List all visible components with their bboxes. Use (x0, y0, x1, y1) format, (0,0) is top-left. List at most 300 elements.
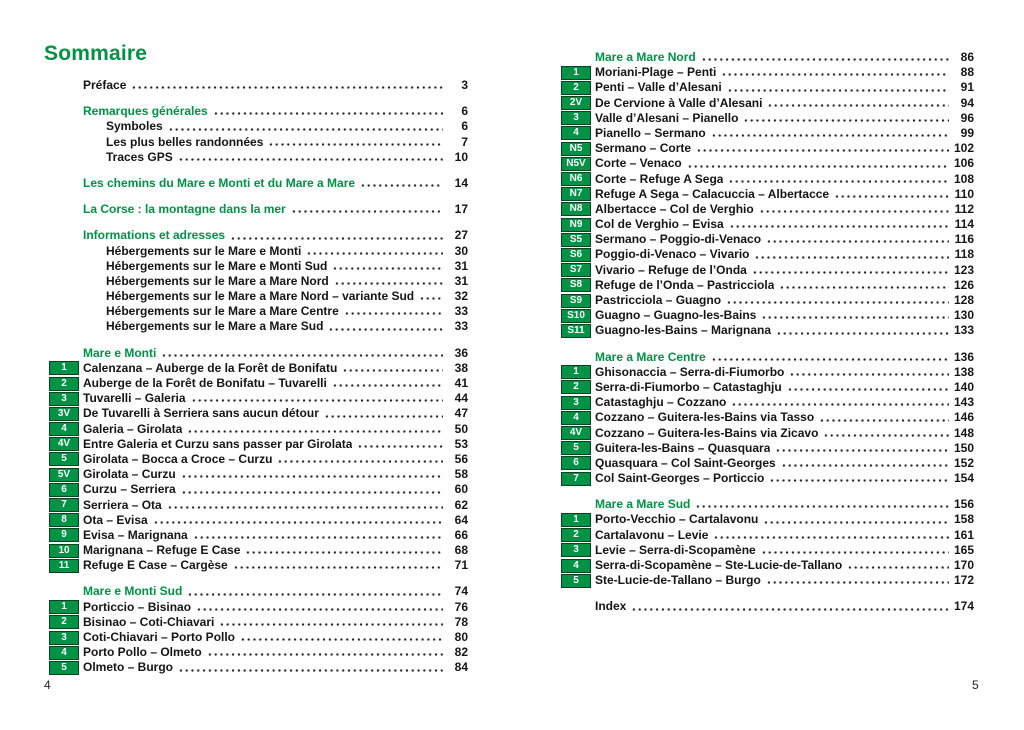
stage-number-badge: 2 (561, 81, 591, 95)
toc-entry-label: Porto-Vecchio – Cartalavonu (595, 512, 759, 527)
toc-entry (556, 65, 974, 80)
toc-entry (44, 135, 468, 150)
toc-entry-page: 158 (953, 512, 974, 527)
toc-entry-label: Corte – Venaco (595, 156, 682, 171)
toc-entry (44, 319, 468, 334)
toc-entry-label: Mare a Mare Sud (595, 497, 691, 512)
stage-number-badge: 1 (561, 513, 591, 527)
toc-entry (44, 600, 468, 615)
toc-entry (556, 441, 974, 456)
toc-entry-label: Sermano – Corte (595, 141, 692, 156)
stage-number-badge: 2 (561, 528, 591, 542)
toc-entry (44, 289, 468, 304)
stage-number-badge: S8 (561, 278, 591, 292)
toc-entry-page: 80 (454, 630, 468, 644)
toc-entry (44, 422, 468, 437)
dot-leader-icon (819, 418, 949, 423)
dot-leader-icon (306, 251, 443, 256)
dot-leader-icon (775, 448, 949, 453)
toc-entry (44, 467, 468, 482)
toc-entry-label: Ghisonaccia – Serra-di-Fiumorbo (595, 364, 785, 379)
toc-entry (556, 96, 974, 111)
stage-number-badge: 3V (49, 407, 79, 421)
toc-entry-label: Tuvarelli – Galeria (83, 391, 186, 406)
stage-number-badge: 6 (561, 456, 591, 470)
dot-leader-icon (743, 118, 949, 123)
stage-number-badge: 7 (49, 498, 79, 512)
toc-entry-label: Vivario – Refuge de l’Onda (595, 262, 747, 277)
toc-entry-label: Serra-di-Scopamène – Ste-Lucie-de-Tallano (595, 558, 843, 572)
toc-entry-label: Hébergements sur le Mare a Mare Centre (106, 304, 339, 319)
toc-entry-page: 6 (461, 119, 468, 134)
toc-entry-label: Galeria – Girolata (83, 421, 183, 436)
toc-entry-label: Guagno-les-Bains – Marignana (595, 323, 772, 338)
toc-entry-page: 114 (954, 217, 974, 232)
toc-section (44, 104, 468, 165)
toc-section (44, 228, 468, 334)
toc-entry-page: 41 (454, 376, 468, 390)
stage-number-badge: N6 (561, 172, 591, 186)
toc-entry-label: Porticcio – Bisinao (83, 599, 192, 614)
toc-entry-label: La Corse : la montagne dans la mer (83, 202, 286, 217)
dot-leader-icon (178, 157, 443, 162)
stage-number-badge: S7 (561, 263, 591, 277)
dot-leader-icon (168, 127, 443, 132)
toc-entry-label: Albertacce – Col de Verghio (595, 201, 754, 216)
toc-entry-page: 71 (454, 558, 468, 573)
stage-number-badge: 9 (49, 528, 79, 542)
toc-entry-label: Serriera – Ota (83, 497, 162, 512)
toc-entry-label: Mare e Monti Sud (83, 584, 183, 599)
dot-leader-icon (291, 209, 443, 214)
stage-number-badge: 3 (561, 111, 591, 125)
stage-number-badge: 3 (561, 396, 591, 410)
toc-entry (556, 172, 974, 187)
dot-leader-icon (181, 474, 443, 479)
toc-entry (44, 558, 468, 573)
toc-entry-page: 102 (953, 141, 974, 156)
stage-number-badge: 1 (49, 361, 79, 375)
toc-entry-page: 17 (454, 202, 468, 217)
toc-entry-label: Refuge A Sega – Calacuccia – Albertacce (595, 186, 830, 201)
toc-entry (44, 202, 468, 217)
toc-entry-label: Ste-Lucie-de-Tallano – Burgo (595, 573, 761, 588)
toc-entry-page: 30 (454, 243, 468, 258)
toc-entry-label: Refuge E Case – Cargèse (83, 558, 228, 573)
dot-leader-icon (711, 133, 949, 138)
dot-leader-icon (731, 402, 949, 407)
toc-section (556, 350, 974, 487)
stage-number-badge: S11 (561, 324, 591, 338)
toc-entry-page: 76 (454, 599, 468, 614)
toc-entry-page: 123 (953, 262, 974, 277)
dot-leader-icon (193, 535, 443, 540)
toc-entry-page: 143 (953, 395, 974, 410)
dot-leader-icon (766, 580, 949, 585)
dot-leader-icon (344, 311, 443, 316)
toc-entry-label: Olmeto – Burgo (83, 660, 174, 675)
stage-number-badge: 10 (49, 544, 79, 558)
stage-number-badge: N5V (561, 157, 591, 171)
toc-entry (556, 573, 974, 588)
dot-leader-icon (419, 296, 443, 301)
toc-entry (44, 498, 468, 513)
toc-entry (556, 308, 974, 323)
toc-entry (44, 244, 468, 259)
toc-entry-page: 136 (953, 349, 974, 364)
toc-entry-label: Col de Verghio – Evisa (595, 217, 724, 232)
dot-leader-icon (696, 148, 949, 153)
toc-entry-label: Porto Pollo – Olmeto (83, 645, 202, 660)
dot-leader-icon (187, 429, 443, 434)
dot-leader-icon (761, 550, 949, 555)
stage-number-badge: 5 (561, 441, 591, 455)
toc-entry (556, 497, 974, 512)
toc-entry-label: De Cervione à Valle d’Alesani (595, 95, 763, 110)
toc-entry-page: 165 (953, 542, 974, 557)
stage-number-badge: 4 (49, 422, 79, 436)
toc-entry-label: Bisinao – Coti-Chiavari (83, 614, 215, 629)
toc-entry-label: Calenzana – Auberge de la Forêt de Bonifatu (83, 360, 338, 375)
toc-entry-page: 106 (953, 156, 974, 171)
toc-entry (556, 380, 974, 395)
toc-entry (556, 528, 974, 543)
dot-leader-icon (328, 327, 443, 332)
toc-entry-page: 174 (953, 599, 974, 614)
toc-entry (44, 391, 468, 406)
dot-leader-icon (196, 607, 443, 612)
dot-leader-icon (823, 433, 949, 438)
dot-leader-icon (332, 383, 443, 388)
toc-entry-label: Sermano – Poggio-di-Venaco (595, 232, 762, 247)
stage-number-badge: 6 (49, 483, 79, 497)
toc-entry (44, 104, 468, 119)
toc-entry (556, 126, 974, 141)
toc-section (556, 497, 974, 588)
stage-number-badge: 3 (561, 543, 591, 557)
toc-entry-label: Auberge de la Forêt de Bonifatu – Tuvarelli (83, 376, 327, 390)
toc-entry-page: 78 (454, 614, 468, 629)
toc-entry-label: Penti – Valle d’Alesani (595, 80, 722, 95)
toc-section (44, 176, 468, 191)
dot-leader-icon (334, 281, 443, 286)
toc-entry-page: 88 (960, 65, 974, 80)
toc-entry-page: 91 (960, 80, 974, 95)
stage-number-badge: S9 (561, 294, 591, 308)
toc-entry-page: 156 (953, 497, 974, 512)
toc-entry-page: 172 (953, 573, 974, 588)
stage-number-badge: 1 (561, 66, 591, 80)
toc-entry (44, 482, 468, 497)
stage-number-badge: S5 (561, 233, 591, 247)
dot-leader-icon (789, 372, 949, 377)
dot-leader-icon (245, 550, 443, 555)
dot-leader-icon (207, 652, 443, 657)
dot-leader-icon (631, 607, 949, 612)
toc-entry-label: De Tuvarelli à Serriera sans aucun détour (83, 406, 319, 421)
toc-entry (556, 512, 974, 527)
page-number-left: 4 (44, 678, 51, 692)
toc-entry (556, 456, 974, 471)
toc-entry-page: 96 (960, 110, 974, 125)
toc-entry (556, 50, 974, 65)
toc-entry-label: Coti-Chiavari – Porto Pollo (83, 630, 236, 644)
toc-entry-label: Hébergements sur le Mare e Monti Sud (106, 258, 328, 273)
toc-entry-label: Poggio-di-Venaco – Vivario (595, 247, 750, 262)
toc-entry-label: Col Saint-Georges – Porticcio (595, 471, 765, 486)
dot-leader-icon (332, 266, 443, 271)
stage-number-badge: 1 (561, 365, 591, 379)
toc-entry-label: Mare a Mare Centre (595, 349, 706, 364)
stage-number-badge: 5 (49, 452, 79, 466)
dot-leader-icon (181, 490, 443, 495)
toc-entry-label: Mare a Mare Nord (595, 50, 696, 64)
stage-number-badge: 5 (561, 574, 591, 588)
toc-entry (556, 365, 974, 380)
toc-entry-label: Cozzano – Guitera-les-Bains via Tasso (595, 410, 815, 425)
dot-leader-icon (726, 300, 949, 305)
toc-entry-label: Cartalavonu – Levie (595, 527, 709, 542)
toc-entry-label: Valle d’Alesani – Pianello (595, 110, 739, 125)
toc-section (556, 599, 974, 614)
toc-entry-label: Index (595, 599, 627, 614)
dot-leader-icon (754, 255, 949, 260)
toc-section (44, 584, 468, 675)
dot-leader-icon (769, 478, 949, 483)
toc-entry-page: 130 (953, 308, 974, 323)
toc-entry-page: 86 (960, 50, 974, 64)
toc-entry-page: 53 (454, 436, 468, 451)
toc-entry (44, 406, 468, 421)
toc-entry-page: 110 (954, 186, 974, 201)
toc-entry-page: 82 (454, 645, 468, 660)
dot-leader-icon (752, 270, 949, 275)
toc-entry-page: 33 (454, 304, 468, 319)
toc-entry-label: Levie – Serra-di-Scopamène (595, 542, 756, 557)
toc-entry-label: Curzu – Serriera (83, 482, 176, 497)
toc-entry-page: 126 (953, 277, 974, 292)
dot-leader-icon (161, 353, 443, 358)
dot-leader-icon (153, 520, 443, 525)
toc-column-left (44, 78, 468, 676)
toc-entry-page: 47 (454, 406, 468, 421)
toc-entry-label: Marignana – Refuge E Case (83, 543, 241, 558)
toc-entry (44, 304, 468, 319)
stage-number-badge: 4V (49, 437, 79, 451)
toc-entry-page: 150 (953, 440, 974, 455)
toc-entry (44, 361, 468, 376)
dot-leader-icon (761, 315, 949, 320)
toc-entry-page: 170 (953, 558, 974, 572)
toc-entry-label: Remarques générales (83, 104, 208, 119)
stage-number-badge: 4 (49, 646, 79, 660)
toc-entry (556, 156, 974, 171)
toc-entry-label: Hébergements sur le Mare a Mare Nord (106, 273, 329, 288)
toc-entry (556, 471, 974, 486)
toc-entry (556, 323, 974, 338)
toc-entry-label: Mare e Monti (83, 345, 157, 360)
toc-entry (556, 293, 974, 308)
toc-entry-label: Préface (83, 78, 127, 92)
toc-entry (556, 599, 974, 614)
dot-leader-icon (759, 209, 949, 214)
toc-entry (556, 543, 974, 558)
toc-entry-label: Informations et adresses (83, 228, 226, 243)
dot-leader-icon (268, 142, 443, 147)
stage-number-badge: 3 (49, 392, 79, 406)
toc-entry (44, 452, 468, 467)
dot-leader-icon (766, 239, 949, 244)
dot-leader-icon (847, 565, 949, 570)
toc-entry-label: Les chemins du Mare e Monti et du Mare a Mare (83, 175, 356, 190)
dot-leader-icon (695, 504, 949, 509)
toc-entry-label: Guitera-les-Bains – Quasquara (595, 440, 771, 455)
toc-entry (44, 528, 468, 543)
toc-entry-page: 56 (454, 451, 468, 466)
dot-leader-icon (324, 414, 443, 419)
toc-entry (44, 615, 468, 630)
dot-leader-icon (787, 387, 949, 392)
dot-leader-icon (277, 459, 443, 464)
toc-entry-label: Evisa – Marignana (83, 527, 188, 542)
dot-leader-icon (233, 565, 443, 570)
page-title: Sommaire (44, 42, 148, 65)
toc-entry-page: 31 (454, 273, 468, 288)
toc-entry-page: 33 (454, 319, 468, 334)
toc-entry-page: 154 (953, 471, 974, 486)
stage-number-badge: 1 (49, 600, 79, 614)
toc-entry-page: 68 (454, 543, 468, 558)
toc-entry (556, 278, 974, 293)
dot-leader-icon (728, 179, 949, 184)
toc-entry (44, 274, 468, 289)
toc-entry-page: 116 (954, 232, 974, 247)
stage-number-badge: 5 (49, 661, 79, 675)
toc-entry-page: 66 (454, 527, 468, 542)
stage-number-badge: N5 (561, 142, 591, 156)
toc-entry-label: Pastricciola – Guagno (595, 293, 722, 307)
toc-entry (44, 543, 468, 558)
toc-section (44, 78, 468, 93)
dot-leader-icon (776, 331, 949, 336)
toc-entry (44, 645, 468, 660)
stage-number-badge: 4 (561, 126, 591, 140)
toc-entry-page: 3 (461, 78, 468, 92)
stage-number-badge: 2 (561, 380, 591, 394)
toc-entry-page: 140 (953, 379, 974, 394)
toc-entry-page: 44 (454, 391, 468, 406)
stage-number-badge: S10 (561, 309, 591, 323)
toc-entry-label: Girolata – Curzu (83, 467, 176, 482)
dot-leader-icon (767, 103, 949, 108)
toc-entry-page: 14 (454, 175, 468, 190)
toc-entry (44, 150, 468, 165)
stage-number-badge: N7 (561, 187, 591, 201)
toc-entry (44, 630, 468, 645)
toc-entry-label: Hébergements sur le Mare a Mare Sud (106, 319, 324, 334)
toc-entry-page: 58 (454, 467, 468, 482)
toc-entry-page: 64 (454, 512, 468, 527)
dot-leader-icon (240, 637, 443, 642)
toc-entry-label: Hébergements sur le Mare a Mare Nord – variante Sud (106, 289, 415, 304)
toc-entry-page: 27 (454, 228, 468, 243)
toc-entry-page: 62 (454, 497, 468, 512)
toc-entry-page: 6 (461, 104, 468, 119)
dot-leader-icon (360, 183, 443, 188)
toc-entry-label: Girolata – Bocca a Croce – Curzu (83, 451, 273, 466)
toc-entry-label: Corte – Refuge A Sega (595, 171, 724, 186)
stage-number-badge: N8 (561, 202, 591, 216)
toc-entry-page: 36 (454, 345, 468, 360)
toc-entry (556, 111, 974, 126)
toc-entry (556, 263, 974, 278)
toc-entry-page: 108 (953, 171, 974, 186)
toc-entry-page: 152 (953, 455, 974, 470)
toc-entry-label: Cozzano – Guitera-les-Bains via Zicavo (595, 425, 819, 440)
toc-entry-page: 50 (454, 421, 468, 436)
toc-entry (44, 376, 468, 391)
toc-entry-label: Entre Galeria et Curzu sans passer par Girolata (83, 436, 353, 451)
toc-entry-label: Ota – Evisa (83, 512, 148, 527)
toc-entry-page: 146 (953, 410, 974, 425)
dot-leader-icon (191, 398, 444, 403)
toc-entry-page: 32 (454, 289, 468, 304)
dot-leader-icon (187, 592, 443, 597)
toc-entry (44, 584, 468, 599)
dot-leader-icon (711, 357, 949, 362)
toc-entry-label: Serra-di-Fiumorbo – Catastaghju (595, 379, 782, 394)
toc-entry (556, 80, 974, 95)
stage-number-badge: 11 (49, 559, 79, 573)
dot-leader-icon (213, 111, 443, 116)
toc-section (44, 202, 468, 217)
dot-leader-icon (781, 463, 949, 468)
toc-section (556, 50, 974, 339)
toc-entry (44, 259, 468, 274)
dot-leader-icon (763, 520, 949, 525)
stage-number-badge: 7 (561, 472, 591, 486)
stage-number-badge: 4 (561, 411, 591, 425)
toc-entry-label: Traces GPS (106, 149, 173, 164)
toc-column-right (556, 50, 974, 615)
toc-entry-page: 60 (454, 482, 468, 497)
toc-entry-page: 133 (953, 323, 974, 338)
toc-entry (556, 410, 974, 425)
stage-number-badge: 2 (49, 615, 79, 629)
toc-entry-page: 138 (953, 364, 974, 379)
toc-entry (44, 660, 468, 675)
dot-leader-icon (701, 57, 949, 62)
dot-leader-icon (721, 72, 949, 77)
dot-leader-icon (178, 668, 443, 673)
stage-number-badge: 4V (561, 426, 591, 440)
stage-number-badge: 2 (49, 377, 79, 391)
toc-entry-page: 7 (461, 134, 468, 149)
toc-entry (44, 228, 468, 243)
toc-entry-page: 10 (454, 149, 468, 164)
toc-entry-page: 94 (960, 95, 974, 110)
dot-leader-icon (357, 444, 443, 449)
toc-entry (556, 247, 974, 262)
toc-entry-page: 38 (454, 360, 468, 375)
dot-leader-icon (219, 622, 443, 627)
dot-leader-icon (779, 285, 949, 290)
toc-entry-page: 118 (954, 247, 974, 262)
toc-entry-label: Guagno – Guagno-les-Bains (595, 308, 757, 323)
stage-number-badge: N9 (561, 218, 591, 232)
page-number-right: 5 (972, 678, 979, 692)
toc-entry (44, 437, 468, 452)
